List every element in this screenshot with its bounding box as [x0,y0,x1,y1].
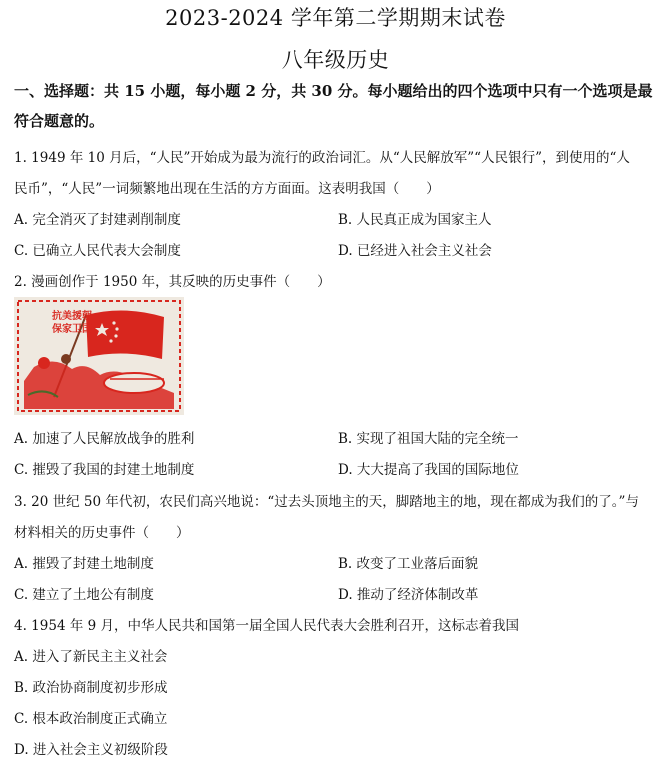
question-2-option-d[interactable]: D. 大大提高了我国的国际地位 [338,462,519,478]
cartoon-image [14,297,184,415]
question-3-option-a[interactable]: A. 摧毁了封建土地制度 [14,556,154,572]
question-2-option-c[interactable]: C. 摧毁了我国的封建土地制度 [14,462,195,478]
section-heading: 一、选择题：共 15 小题，每小题 2 分，共 30 分。每小题给出的四个选项中只有一个选项是最符合题意的。 [14,82,653,130]
cartoon-caption-1: 抗美援朝 [52,311,92,322]
question-2-option-a[interactable]: A. 加速了人民解放战争的胜利 [14,431,195,447]
question-2-stem: 2. 漫画创作于 1950 年，其反映的历史事件（ ） [14,274,331,290]
cartoon-caption-2: 保家卫国 [52,324,92,335]
question-1-option-d[interactable]: D. 已经进入社会主义社会 [338,243,492,259]
cartoon-illustration [14,297,184,415]
question-3-option-c[interactable]: C. 建立了土地公有制度 [14,587,154,603]
question-4-stem: 4. 1954 年 9 月，中华人民共和国第一届全国人民代表大会胜利召开，这标志着我国 [14,618,519,634]
exam-subtitle: 八年级历史 [281,48,390,72]
question-1-option-c[interactable]: C. 已确立人民代表大会制度 [14,243,181,259]
question-1-stem-line-1: 1. 1949 年 10 月后，“人民”开始成为最为流行的政治词汇。从“人民解放军”“人民银行”，到使用的“人 [14,150,630,166]
question-4-option-d[interactable]: D. 进入社会主义初级阶段 [14,742,168,758]
question-3-stem-line-2: 材料相关的历史事件（ ） [14,525,190,541]
question-2-option-b[interactable]: B. 实现了祖国大陆的完全统一 [338,431,519,447]
question-3-stem-line-1: 3. 20 世纪 50 年代初，农民们高兴地说：“过去头顶地主的天，脚踏地主的地，现在都成为我们的了。”与 [14,494,639,510]
question-4-option-c[interactable]: C. 根本政治制度正式确立 [14,711,168,727]
question-4-option-b[interactable]: B. 政治协商制度初步形成 [14,680,168,696]
exam-title: 2023-2024 学年第二学期期末试卷 [165,6,506,30]
question-3-option-b[interactable]: B. 改变了工业落后面貌 [338,556,479,572]
question-4-option-a[interactable]: A. 进入了新民主主义社会 [14,649,168,665]
question-1-option-a[interactable]: A. 完全消灭了封建剥削制度 [14,212,181,228]
question-3-option-d[interactable]: D. 推动了经济体制改革 [338,587,479,603]
question-1-stem-line-2: 民币”，“人民”一词频繁地出现在生活的方方面面。这表明我国（ ） [14,181,440,197]
question-1-option-b[interactable]: B. 人民真正成为国家主人 [338,212,492,228]
